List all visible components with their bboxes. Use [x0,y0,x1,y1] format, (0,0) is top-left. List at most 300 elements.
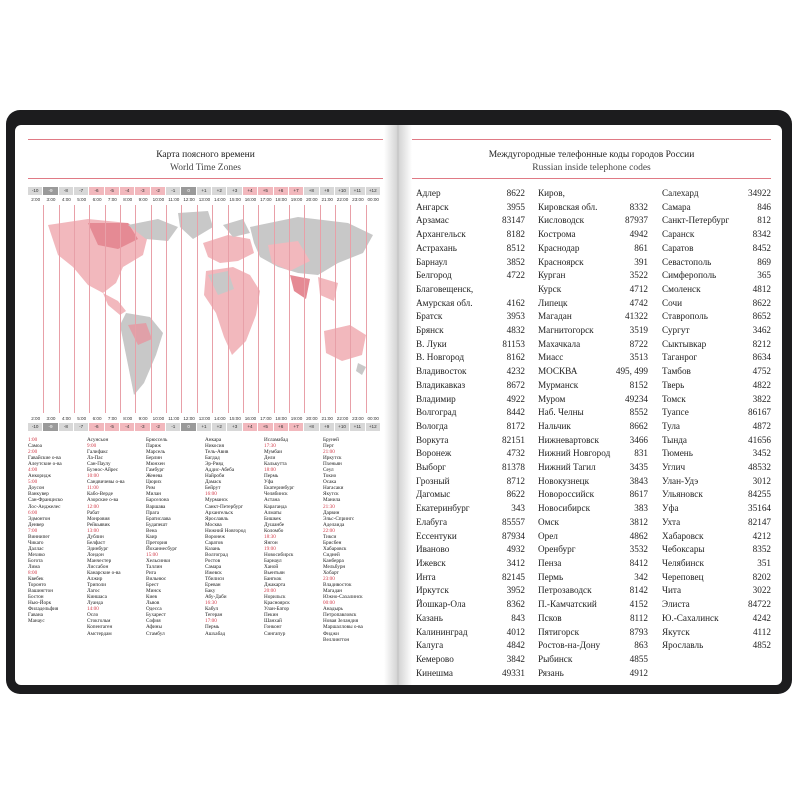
zone-time-cell: 00:00 [367,197,379,202]
phone-code-row [416,214,525,228]
dialing-code: 8152 [629,379,648,390]
city-time-heading: 4:00 [28,467,38,474]
city-name: Багдад [205,455,220,462]
zone-boundary-line [43,205,44,413]
zone-time-cell: 6:00 [92,416,102,421]
time-row-bottom [28,415,381,423]
city-name: Токио [323,473,337,480]
utc-offset-cell: -2 [151,187,166,195]
city-time-heading: 20:00 [264,588,276,595]
city-name: Курск [538,283,562,294]
city-name: Пенза [538,557,562,568]
city-name: Перт [323,443,334,450]
city-name: Воронеж [205,533,225,540]
dialing-code: 4742 [629,297,648,308]
dialing-code: 3532 [629,544,648,555]
dialing-code: 4912 [629,667,648,678]
dialing-code: 4752 [752,366,771,377]
city-name: Волгоград [416,407,457,418]
city-name: Анкара [205,437,222,443]
city-name: Лондон [87,551,104,558]
phone-code-row [538,667,648,681]
phone-code-row [662,324,771,338]
dialing-code: 81378 [502,462,525,473]
dialing-code: 8212 [752,338,771,349]
city-name: Ереван [205,582,221,589]
city-name: Пекин [264,612,279,619]
phone-code-row [662,269,771,283]
city-name: Аделаида [323,521,345,528]
phone-code-row [538,379,648,393]
phone-code-row [538,242,648,256]
utc-offset-cell: -1 [166,423,181,431]
phone-codes-column-3 [662,187,771,653]
zone-time-cell: 2:00 [31,416,41,421]
city-name: Денвер [28,521,44,528]
city-time-heading: 16:00 [205,491,217,498]
city-name: Барселона [146,497,169,504]
zone-boundary-line [274,205,275,413]
city-name: Мумбаи [264,449,283,456]
city-name: Череповец [662,571,704,582]
city-column [205,437,265,637]
city-name: Калининград [416,626,468,637]
zone-time-cell: 10:00 [152,197,165,202]
phone-code-row [416,530,525,544]
zone-boundary-line [135,205,136,413]
city-name: Лима [28,563,40,570]
utc-offset-cell: -2 [151,423,166,431]
city-name: Сочи [662,297,683,308]
dialing-code: 863 [634,640,648,651]
city-name: Ростов [205,557,221,564]
dialing-code: 8342 [752,229,771,240]
utc-offset-cell: +4 [243,423,258,431]
city-name: Красноярск [538,256,584,267]
city-name: Кострома [538,229,576,240]
dialing-code: 4812 [752,283,771,294]
zone-time-cell: 16:00 [244,197,257,202]
city-name: Выборг [416,462,446,473]
city-time-heading: 7:00 [28,527,38,534]
city-name: Ессентуки [416,530,457,541]
city-name: Махачкала [538,338,581,349]
city-name: Баку [205,588,216,595]
phone-code-row [662,297,771,311]
phone-code-row [416,269,525,283]
phone-code-row [538,310,648,324]
dialing-code: 82145 [502,571,525,582]
phone-code-row [416,626,525,640]
offset-row-top [28,187,381,195]
dialing-code: 8722 [629,338,648,349]
left-top-rule [28,139,383,140]
city-name: Мельбурн [323,563,346,570]
city-name: Пятигорск [538,626,580,637]
dialing-code: 4232 [506,366,525,377]
city-name: Магадан [538,311,572,322]
zone-time-cell: 19:00 [290,197,303,202]
city-name: Маршалловы о-ва [323,624,363,631]
city-name: Томск [662,393,686,404]
zone-time-cell: 4:00 [61,416,71,421]
phone-code-row [416,584,525,598]
city-name: Омск [538,516,559,527]
city-name: Гамбург [146,467,165,474]
phone-code-row [538,530,648,544]
city-name: Ванкувер [28,491,49,498]
zone-time-cell: 3:00 [46,197,56,202]
dialing-code: 846 [757,201,771,212]
dialing-code: 8182 [506,229,525,240]
phone-code-row [538,461,648,475]
city-name: Чита [662,585,682,596]
dialing-code: 3012 [752,475,771,486]
city-name: Краснодар [538,242,580,253]
city-name: Манчестер [87,557,112,564]
utc-offset-cell: +6 [274,187,289,195]
city-name: Сеул [323,467,334,474]
city-name: Канберра [323,557,344,564]
zone-boundary-line [228,205,229,413]
phone-code-row [416,598,525,612]
city-name: Магнитогорск [538,325,594,336]
city-name: Орел [538,530,558,541]
city-name: Владивосток [323,582,352,589]
city-name: Рязань [538,667,564,678]
city-name: Минск [146,588,161,595]
city-name: Салехард [662,188,699,198]
dialing-code: 4842 [506,640,525,651]
phone-code-row [538,187,648,201]
utc-offset-cell: -10 [28,423,43,431]
phone-code-row [662,214,771,228]
city-name: Курган [538,270,566,281]
phone-code-row [538,283,648,297]
phone-code-row [416,461,525,475]
phone-code-row [538,447,648,461]
dialing-code: 8512 [506,242,525,253]
city-name: Сидней [323,551,340,558]
city-name: Улан-Батор [264,606,290,613]
zone-time-cell: 6:00 [92,197,102,202]
utc-offset-cell: +5 [258,423,273,431]
city-name: Квебек [28,576,44,583]
city-name: Стокгольм [87,618,111,625]
zone-time-cell: 22:00 [336,197,349,202]
city-time-heading: 18:00 [264,467,276,474]
phone-code-row [416,310,525,324]
city-name: Виннипег [28,533,50,540]
city-name: Казань [416,612,443,623]
city-name: Фиджи [323,630,339,637]
city-name: Нижневартовск [538,434,599,445]
utc-offset-cell: +3 [227,187,242,195]
city-name: Владимир [416,393,456,404]
phone-code-row [662,461,771,475]
city-name: Нью-Йорк [28,600,52,607]
dialing-code: 8793 [629,626,648,637]
city-time-heading: 19:00 [264,545,276,552]
dialing-code: 4855 [629,653,648,664]
city-name: Будапешт [146,521,168,528]
time-zones-title-en: World Time Zones [169,163,242,173]
utc-offset-cell: -9 [43,187,58,195]
dialing-code: 495, 499 [615,366,648,377]
dialing-code: 8142 [629,585,648,596]
phone-code-row [538,488,648,502]
zone-time-cell: 14:00 [214,197,226,202]
city-name: Братск [416,311,443,322]
city-name: Мехико [28,551,45,558]
dialing-code: 3435 [629,462,648,473]
zone-time-cell: 11:00 [168,197,180,202]
phone-code-row [416,488,525,502]
city-name: Бейрут [205,485,221,492]
city-name: Сингапур [264,630,286,637]
city-column [146,437,206,637]
city-name: Ярославль [205,515,229,522]
city-name: Нижний Новгород [538,448,611,459]
phone-code-row [416,393,525,407]
city-time-heading: 11:00 [87,485,99,492]
city-name: Петрозаводск [538,585,592,596]
dialing-code: 82151 [502,434,525,445]
city-name: Севастополь [662,256,712,267]
city-name: Вена [146,527,157,534]
phone-code-row [538,201,648,215]
phone-code-row [416,516,525,530]
zone-time-cell: 13:00 [198,416,211,421]
city-name: Лагос [87,588,100,595]
left-title-rule [28,178,383,179]
dialing-code: 4212 [752,530,771,541]
phone-code-row [416,557,525,571]
dialing-code: 8202 [752,571,771,582]
dialing-code: 4712 [629,283,648,294]
dialing-code: 8352 [752,544,771,555]
zone-time-cell: 5:00 [77,197,87,202]
city-name: Осака [323,479,337,486]
phone-code-row [416,187,525,201]
city-name: Челябинск [662,557,704,568]
city-name: Йошкар-Ола [416,599,466,610]
city-name: Москва [205,521,222,528]
city-name: Джакарта [264,582,286,589]
city-name: Тында [662,434,687,445]
city-name: МОСКВА [538,366,578,377]
phone-code-row [416,447,525,461]
city-name: Афины [146,624,162,631]
dialing-code: 869 [757,256,771,267]
city-name: Кировская обл. [538,201,598,212]
utc-offset-cell: +10 [335,187,350,195]
city-name: Элиста [662,599,690,610]
zone-time-cell: 20:00 [306,416,318,421]
dialing-code: 4152 [629,599,648,610]
phone-code-row [416,434,525,448]
city-name: Сан-Франциско [28,497,63,504]
phone-code-row [416,571,525,585]
city-column [87,437,147,637]
city-name: В. Новгород [416,352,465,363]
phone-code-row [416,201,525,215]
phone-code-row [416,351,525,365]
utc-offset-cell: +4 [243,187,258,195]
city-name: Киев [146,594,157,601]
city-name: Тула [662,420,681,431]
dialing-code: 4242 [752,612,771,623]
dialing-code: 391 [634,256,648,267]
phone-code-row [416,543,525,557]
dialing-code: 8362 [506,599,525,610]
city-name: Таллин [146,563,163,570]
city-name: Анкоридж [28,473,51,480]
utc-offset-cell: +12 [366,423,381,431]
dialing-code: 3452 [752,448,771,459]
dialing-code: 4872 [752,420,771,431]
dialing-code: 8652 [752,311,771,322]
dialing-code: 49331 [502,667,525,678]
book-spine [384,125,412,685]
city-name: Милан [146,491,162,498]
zone-time-cell: 18:00 [275,416,287,421]
utc-offset-cell: -4 [120,423,135,431]
utc-offset-cell: -7 [74,423,89,431]
dialing-code: 3842 [506,653,525,664]
city-name: Шанхай [264,618,282,625]
dialing-code: 81153 [502,338,525,349]
city-name: Санкт-Петербург [205,503,243,510]
phone-code-row [538,434,648,448]
utc-offset-cell: +9 [320,187,335,195]
city-name: Йоханнесбург [146,545,178,552]
dialing-code: 8552 [629,407,648,418]
city-name: Никосия [205,443,224,450]
dialing-code: 8112 [629,612,648,623]
city-name: Абу-Даби [205,594,227,601]
city-name: Бостон [28,594,44,601]
dialing-code: 48532 [748,462,771,473]
city-name: Инта [416,571,436,582]
dialing-code: 3519 [629,325,648,336]
zone-boundary-line [166,205,167,413]
city-name: Гавайские о-ва [28,455,61,462]
dialing-code: 41322 [625,311,648,322]
city-time-heading: 6:00 [28,509,38,516]
city-name: Луанда [87,600,103,607]
city-name: Волгоград [205,551,228,558]
city-name: Архангельск [205,509,234,516]
city-time-heading: 13:00 [87,527,99,534]
phone-code-row [662,488,771,502]
phone-codes-title-en: Russian inside telephone codes [532,163,651,173]
city-name: Кабул [205,606,219,613]
city-name: Тамбов [662,366,691,377]
city-name: Киншаса [87,594,107,601]
city-column [28,437,88,624]
zone-boundary-line [181,205,182,413]
city-name: Хабаровск [323,545,347,552]
zone-time-cell: 8:00 [123,197,133,202]
dialing-code: 34922 [748,188,771,198]
city-name: Мюнхен [146,461,165,468]
utc-offset-cell: +5 [258,187,273,195]
city-name: Львов [146,600,160,607]
phone-code-row [662,187,771,201]
city-name: Ангарск [416,201,449,212]
zone-boundary-line [243,205,244,413]
city-name: В. Луки [416,338,447,349]
phone-code-row [538,351,648,365]
dialing-code: 35164 [748,503,771,514]
city-name: Брянск [416,325,444,336]
zone-time-cell: 9:00 [138,416,148,421]
phone-code-row [416,406,525,420]
utc-offset-cell: -6 [89,423,104,431]
phone-code-row [416,379,525,393]
city-name: Эр-Рияд [205,461,224,468]
dialing-code: 4012 [506,626,525,637]
utc-offset-cell: +11 [350,423,365,431]
city-name: Вашингтон [28,588,54,595]
zone-time-cell: 00:00 [367,416,379,421]
zone-boundary-line [258,205,259,413]
city-name: Асунсьон [87,437,109,443]
utc-offset-cell: 0 [181,187,196,195]
dialing-code: 3953 [506,311,525,322]
city-name: Астана [264,497,280,504]
city-name: Дагомыс [416,489,451,500]
dialing-code: 8452 [752,242,771,253]
zone-boundary-line [320,205,321,413]
utc-offset-cell: -10 [28,187,43,195]
city-name: Грозный [416,475,450,486]
city-name: Нижний Новгород [205,527,246,534]
dialing-code: 4822 [752,379,771,390]
dialing-code: 8442 [506,407,525,418]
city-name: Ижевск [416,557,446,568]
city-name: Эдмонтон [28,515,51,522]
phone-code-row [662,516,771,530]
city-time-heading: 16:30 [205,600,217,607]
city-time-heading: 9:00 [87,443,97,450]
city-name: Наб. Челны [538,407,584,418]
city-column [323,437,383,643]
dialing-code: 86167 [748,407,771,418]
city-name: Каир [146,533,158,540]
city-name: Мурманск [538,379,579,390]
city-name: Ханой [264,563,279,570]
city-name: Архангельск [416,229,466,240]
city-name: Ухта [662,516,681,527]
city-name: Осло [87,612,99,619]
city-name: Ростов-на-Дону [538,640,601,651]
phone-code-row [662,502,771,516]
phone-code-row [538,324,648,338]
phone-codes-column-2 [538,187,648,680]
city-name: Богота [28,557,43,564]
city-name: Пермь [205,624,220,631]
city-name: Душанбе [264,521,285,528]
dialing-code: 84722 [748,599,771,610]
phone-code-row [662,256,771,270]
utc-offset-cell: +10 [335,423,350,431]
phone-code-row [662,612,771,626]
zone-boundary-line [304,205,305,413]
city-time-heading: 5:00 [28,479,38,486]
city-name: Амурская обл. [416,297,473,308]
